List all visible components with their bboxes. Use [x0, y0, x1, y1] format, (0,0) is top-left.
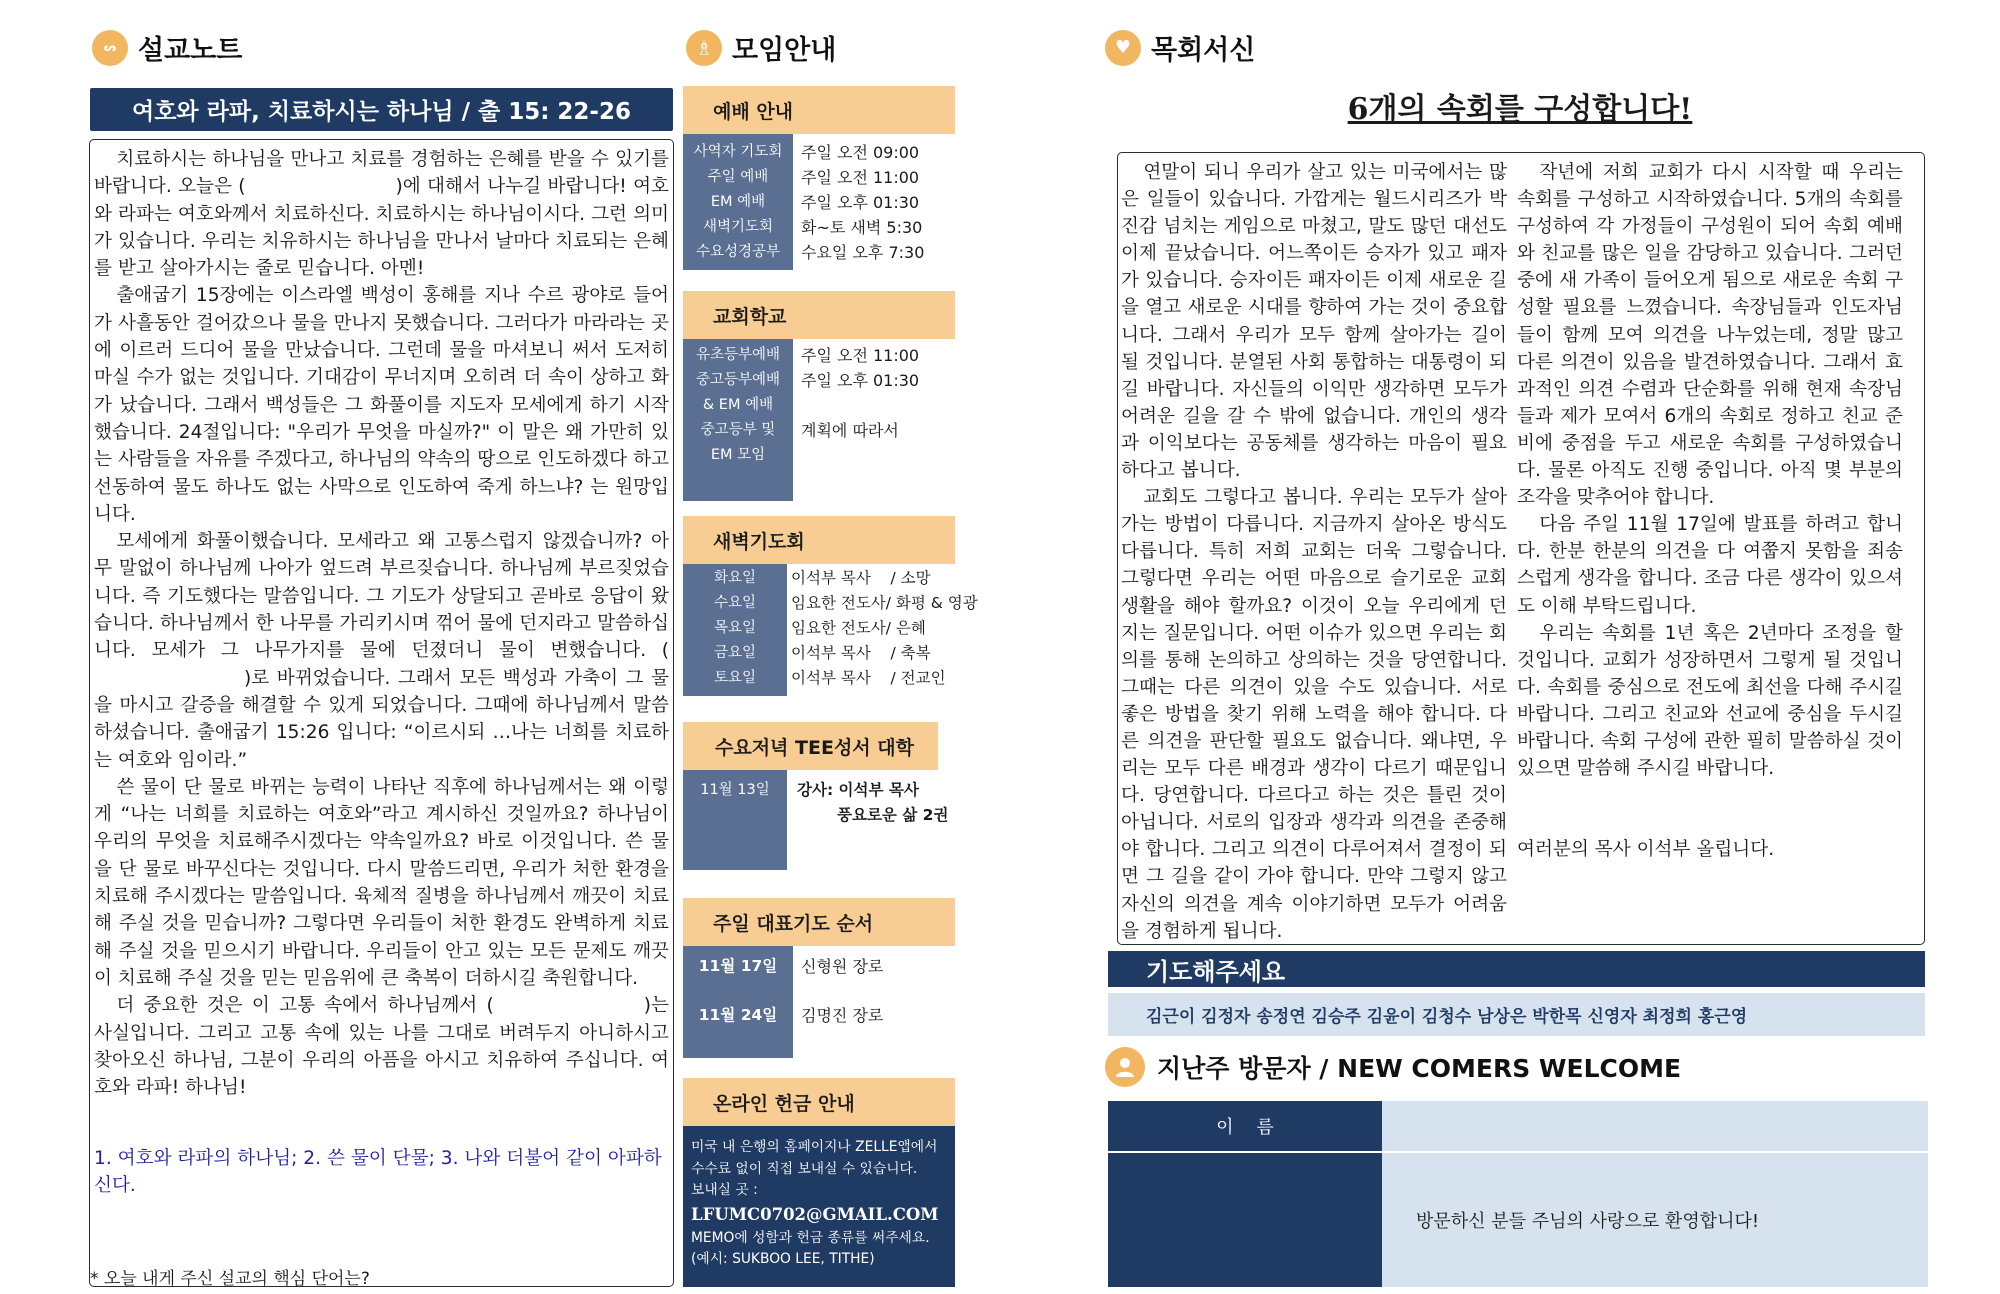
visitors-name-label: 이 름: [1216, 1117, 1274, 1138]
visitors-title: 지난주 방문자 / NEW COMERS WELCOME: [1157, 1054, 1682, 1083]
sermon-keyword-prompt: * 오늘 내게 주신 설교의 핵심 단어는?: [90, 1269, 370, 1289]
prayer-order-title: 주일 대표기도 순서: [713, 912, 874, 935]
worship-name-column: [683, 134, 793, 270]
letter-paragraph: 교회도 그렇다고 봅니다. 우리는 모두가 살아가는 방법이 다릅니다. 지금까지 살아온 방식도 다릅니다. 특히 저희 교회는 더욱 그렇습니다. 그렇다면 우리는 어떤 마음으로 슬기로운 교회 생활을 해야 할까요? 이것이 오늘 우리에게 던지는 질문입니다. 어떤 이슈가 있으면 우리는 회의를 통해 논의하고 상의하는 것을 당연합니다. 그때는 다른 의견이 있을 수도 있습니다. 서로 좋은 방법을 찾기 위해 노력을 해야 합니다. 다른 의견을 판단할 필요도 없습니다. 왜냐면, 우리는 모두 다른 배경과 생각이 다르기 때문입니다. 당연합니다. 다르다고 하는 것은 틀린 것이 아닙니다. 서로의 입장과 생각과 의견을 존중해야 합니다. 그리고 의견이 다루어져서 결정이 되면 그 길을 같이 가야 합니다. 만약 그렇지 않고 자신의 의견을 계속 이야기하면 모두가 어려움을 경험하게 됩니다.: [1121, 487, 1507, 942]
prayer-order-header: [683, 898, 955, 946]
worship-time: 수요일 오후 7:30: [801, 243, 925, 262]
meeting-icon: ♗: [686, 30, 722, 66]
school-name: 유초등부예배: [695, 347, 781, 363]
worship-name: EM 예배: [710, 194, 766, 210]
offering-text: (예시: SUKBOO LEE, TITHE): [691, 1251, 875, 1267]
school-time: 주일 오후 01:30: [801, 371, 920, 390]
sermon-body: [94, 146, 669, 1101]
letter-signature: 여러분의 목사 이석부 올립니다.: [1517, 839, 1775, 861]
dawn-leader: 이석부 목사 / 전교인: [791, 669, 946, 687]
offering-text: 미국 내 은행의 홈페이지나 ZELLE앱에서: [691, 1139, 938, 1155]
offering-title: 온라인 헌금 안내: [713, 1092, 855, 1115]
letter-paragraph: 우리는 속회를 1년 혹은 2년마다 조정을 할 것입니다. 교회가 성장하면서 그렇게 될 것입니다. 속회를 중심으로 전도에 최선을 다해 주시길 바랍니다. 그리고 친교와 선교에 중심을 두시길 바랍니다. 속회 구성에 관한 필히 말씀하실 것이 있으면 말씀해 주시길 바랍니다.: [1517, 622, 1903, 780]
worship-title: 예배 안내: [713, 100, 794, 123]
worship-name: 주일 예배: [707, 169, 769, 185]
sermon-note-icon: ᔕ: [92, 30, 128, 66]
prayer-order-name: 신형원 장로: [801, 957, 884, 976]
dawn-leader-column: [787, 564, 978, 696]
school-name: 중고등부 및: [700, 422, 776, 438]
sermon-box: [89, 139, 674, 1287]
school-schedule: [683, 339, 955, 501]
heart-icon: ♥: [1105, 30, 1141, 66]
tee-date-column: [683, 770, 787, 870]
letter-paragraph: 연말이 되니 우리가 살고 있는 미국에서는 많은 일들이 있습니다. 가깝게는 월드시리즈가 박진감 넘치는 게임으로 마쳤고, 말도 많던 대선도 이제 끝났습니다. 어느쪽이든 승자가 있고 패자가 있습니다. 승자이든 패자이든 이제 새로운 길을 열고 새로운 시대를 향하여 가는 것이 중요합니다. 그래서 우리가 모두 함께 살아가는 길이 될 것입니다. 분열된 사회 통합하는 대통령이 되길 바랍니다. 자신들의 이익만 생각하면 모두가 어려운 길을 갈 수 밖에 없습니다. 개인의 생각과 이익보다는 공동체를 생각하는 마음이 필요하다고 봅니다.: [1121, 162, 1507, 482]
letter-paragraph: 작년에 저희 교회가 다시 시작할 때 우리는 속회를 구성하고 시작하였습니다. 5개의 속회를 구성하여 각 가정들이 구성원이 되어 속회 예배와 친교를 많은 일을 감당하고 있습니다. 그러던 중에 새 가족이 들어오게 됨으로 새로운 속회 구성할 필요를 느꼈습니다. 속장님들과 인도자님들이 함께 모여 의견을 나누었는데, 정말 많고 다른 의견이 있음을 발견하였습니다. 그래서 효과적인 의견 수렴과 단순화를 위해 현재 속장님들과 제가 모여서 6개의 속회로 정하고 친교 준비에 중점을 두고 새로운 속회를 구성하였습니다. 물론 아직도 진행 중입니다. 아직 몇 부분의 조각을 맞추어야 합니다.: [1517, 162, 1903, 509]
worship-schedule: [683, 134, 955, 270]
tee-teacher: 강사: 이석부 목사: [797, 781, 919, 799]
dawn-schedule: [683, 564, 1003, 696]
worship-time-column: [793, 134, 924, 270]
tee-date: 11월 13일: [700, 782, 770, 798]
worship-header: [683, 86, 955, 134]
sermon-paragraph: 모세에게 화풀이했습니다. 모세라고 왜 고통스럽지 않겠습니까? 아무 말없이 하나님께 나아가 엎드려 부르짖습니다. 하나님께 부르짖었습니다. 즉 기도했다는 말씀입니다. 그 기도가 상달되고 곧바로 응답이 왔습니다. 하나님께서 한 나무를 가리키시며 꺾어 물에 던지라고 말씀하십니다. 모세가 그 나무가지를 물에 던졌더니 물이 변했습니다. ()로 바뀌었습니다. 그래서 모든 백성과 가축이 그 물을 마시고 갈증을 해결할 수 있게 되었습니다. 그때에 하나님께서 말씀하셨습니다. 출애굽기 15:26 입니다: “이르시되 …나는 너희를 치료하는 여호와 임이라.”: [94, 531, 669, 771]
visitors-name-label-cell: [1108, 1101, 1382, 1151]
prayer-order-date: 11월 17일: [698, 957, 778, 975]
school-header: [683, 291, 955, 339]
letter-column-right: [1517, 159, 1903, 944]
sermon-paragraph: 더 중요한 것은 이 고통 속에서 하나님께서 ( )는 사실입니다. 그리고 고통 속에 있는 나를 그대로 버려두지 아니하시고 찾아오신 하나님, 그분이 우리의 아픔을 아시고 치유하여 주십니다. 여호와 라파! 하나님!: [94, 995, 669, 1099]
worship-name: 새벽기도회: [702, 219, 774, 235]
visitors-welcome-text: 방문하신 분들 주님의 사랑으로 환영합니다!: [1416, 1211, 1760, 1232]
visitors-heading: [1105, 1047, 1681, 1087]
dawn-day: 화요일: [713, 570, 757, 586]
sermon-title: 여호와 라파, 치료하시는 하나님 / 출 15: 22-26: [131, 99, 631, 125]
meeting-heading: [686, 28, 836, 67]
school-name: 중고등부예배: [695, 372, 781, 388]
worship-time: 주일 오후 01:30: [801, 193, 920, 212]
tee-book: 풍요로운 삶 2권: [837, 806, 949, 824]
tee-detail-column: [787, 770, 948, 870]
offering-text: 수수료 없이 직접 보내실 수 있습니다.: [691, 1160, 918, 1177]
dawn-day: 금요일: [713, 645, 757, 661]
sermon-title-bar: [90, 88, 673, 131]
letter-column-left: [1121, 159, 1507, 944]
tee-info: [683, 770, 955, 870]
prayer-names-bar: [1108, 993, 1925, 1036]
worship-name: 사역자 기도회: [693, 144, 783, 160]
visitors-name-cell[interactable]: [1382, 1101, 1928, 1151]
prayer-order-date-column: [683, 946, 793, 1058]
pastor-heading: [1105, 28, 1255, 67]
visitors-header-row: [1108, 1101, 1928, 1151]
pastor-letter-title: 6개의 속회를 구성합니다!: [1347, 92, 1693, 127]
dawn-leader: 이석부 목사 / 소망: [791, 569, 931, 587]
dawn-header: [683, 516, 955, 564]
dawn-day-column: [683, 564, 787, 696]
sermon-paragraph: 치료하시는 하나님을 만나고 치료를 경험하는 은혜를 받을 수 있기를 바랍니다. 오늘은 ( )에 대해서 나누길 바랍니다! 여호와 라파는 여호와께서 치료하신다. 치료하시는 하나님이시다. 그런 의미가 있습니다. 우리는 치유하시는 하나님을 만나서 날마다 치료되는 은혜를 받고 살아가시는 줄로 믿습니다. 아멘!: [94, 149, 669, 280]
prayer-names: 김근이 김정자 송정연 김승주 김윤이 김청수 남상은 박한목 신영자 최정희 홍근영: [1146, 1007, 1748, 1027]
tee-header: [683, 722, 938, 770]
pastor-letter-box: [1117, 152, 1925, 945]
sermon-heading: [92, 28, 242, 67]
dawn-leader: 임요한 전도사/ 은혜: [791, 619, 926, 637]
worship-time: 주일 오전 09:00: [801, 143, 920, 162]
school-name: & EM 예배: [702, 397, 774, 413]
pastor-heading-text: 목회서신: [1151, 35, 1256, 66]
offering-text: MEMO에 성함과 헌금 종류를 써주세요.: [691, 1229, 930, 1246]
school-time: 주일 오전 11:00: [801, 346, 920, 365]
letter-paragraph: 다음 주일 11월 17일에 발표를 하려고 합니다. 한분 한분의 의견을 다 여쭙지 못함을 죄송스럽게 생각을 합니다. 조금 다른 생각이 있으셔도 이해 부탁드립니다.: [1517, 514, 1903, 617]
offering-text: 보내실 곳 :: [691, 1182, 758, 1198]
school-name-column: [683, 339, 793, 501]
dawn-day: 목요일: [713, 620, 757, 636]
meeting-heading-text: 모임안내: [732, 35, 837, 66]
sermon-paragraph: 쓴 물이 단 물로 바뀌는 능력이 나타난 직후에 하나님께서는 왜 이렇게 “나는 너희를 치료하는 여호와”라고 계시하신 것일까요? 하나님이 우리의 무엇을 치료해주시겠다는 약속일까요? 바로 이것입니다. 쓴 물을 단 물로 바꾸신다는 것입니다. 다시 말씀드리면, 우리가 처한 환경을 치료해 주시겠다는 말씀입니다. 육체적 질병을 하나님께서 깨끗이 치료해 주실 것을 믿습니까? 그렇다면 우리들이 처한 환경도 완벽하게 치료해 주실 것을 믿으시기 바랍니다. 우리들이 안고 있는 모든 문제도 깨끗이 치료해 주실 것을 믿는 믿음위에 큰 축복이 더하시길 축원합니다.: [94, 776, 669, 989]
worship-time: 주일 오전 11:00: [801, 168, 920, 187]
visitors-welcome-cell: [1382, 1153, 1928, 1287]
offering-header: [683, 1078, 955, 1126]
sermon-paragraph: 출애굽기 15장에는 이스라엘 백성이 홍해를 지나 수르 광야로 들어가 사흘동안 걸어갔으나 물을 만나지 못했습니다. 그러다가 마라라는 곳에 이르러 드디어 물을 만났습니다. 그런데 물을 마셔보니 써서 도저히 마실 수가 없는 것입니다. 기대감이 무너지며 오히려 더 속이 상하고 화가 났습니다. 그래서 백성들은 그 화풀이를 지도자 모세에게 하기 시작 했습니다. 24절입니다: "우리가 무엇을 마실까?" 이 말은 왜 가만히 있는 사람들을 자유를 주겠다고, 하나님의 약속의 땅으로 인도하겠다 하고 선동하여 물도 하나도 없는 사막으로 인도하여 죽게 하느냐? 는 원망입니다.: [94, 285, 669, 525]
offering-box: [683, 1126, 955, 1287]
dawn-day: 수요일: [713, 595, 757, 611]
dawn-leader: 이석부 목사 / 축복: [791, 644, 931, 662]
prayer-order-date: 11월 24일: [698, 1006, 778, 1024]
visitors-body-row: [1108, 1153, 1928, 1287]
tee-title: 수요저녁 TEE성서 대학: [715, 736, 914, 759]
sermon-heading-text: 설교노트: [138, 35, 243, 66]
worship-time: 화~토 새벽 5:30: [801, 218, 923, 237]
dawn-day: 토요일: [713, 670, 757, 686]
visitors-table: [1108, 1101, 1928, 1287]
school-title: 교회학교: [713, 305, 787, 328]
school-time: 계획에 따라서: [801, 421, 899, 440]
offering-email[interactable]: LFUMC0702@GMAIL.COM: [691, 1204, 939, 1224]
school-time-column: [793, 339, 919, 501]
dawn-title: 새벽기도회: [713, 530, 805, 553]
visitors-blank-cell: [1108, 1153, 1382, 1287]
prayer-order-name-column: [793, 946, 883, 1058]
prayer-order-name: 김명진 장로: [801, 1006, 884, 1025]
prayer-order-schedule: [683, 946, 955, 1058]
worship-name: 수요성경공부: [695, 244, 781, 260]
school-name: EM 모임: [710, 447, 766, 463]
prayer-request-title: 기도해주세요: [1146, 957, 1286, 986]
dawn-leader: 임요한 전도사/ 화평 & 영광: [791, 594, 978, 612]
person-icon: [1105, 1047, 1145, 1087]
prayer-request-bar: [1108, 951, 1925, 987]
sermon-answers: 1. 여호와 라파의 하나님; 2. 쓴 물이 단물; 3. 나와 더불어 같이 아파하신다.: [94, 1148, 662, 1197]
